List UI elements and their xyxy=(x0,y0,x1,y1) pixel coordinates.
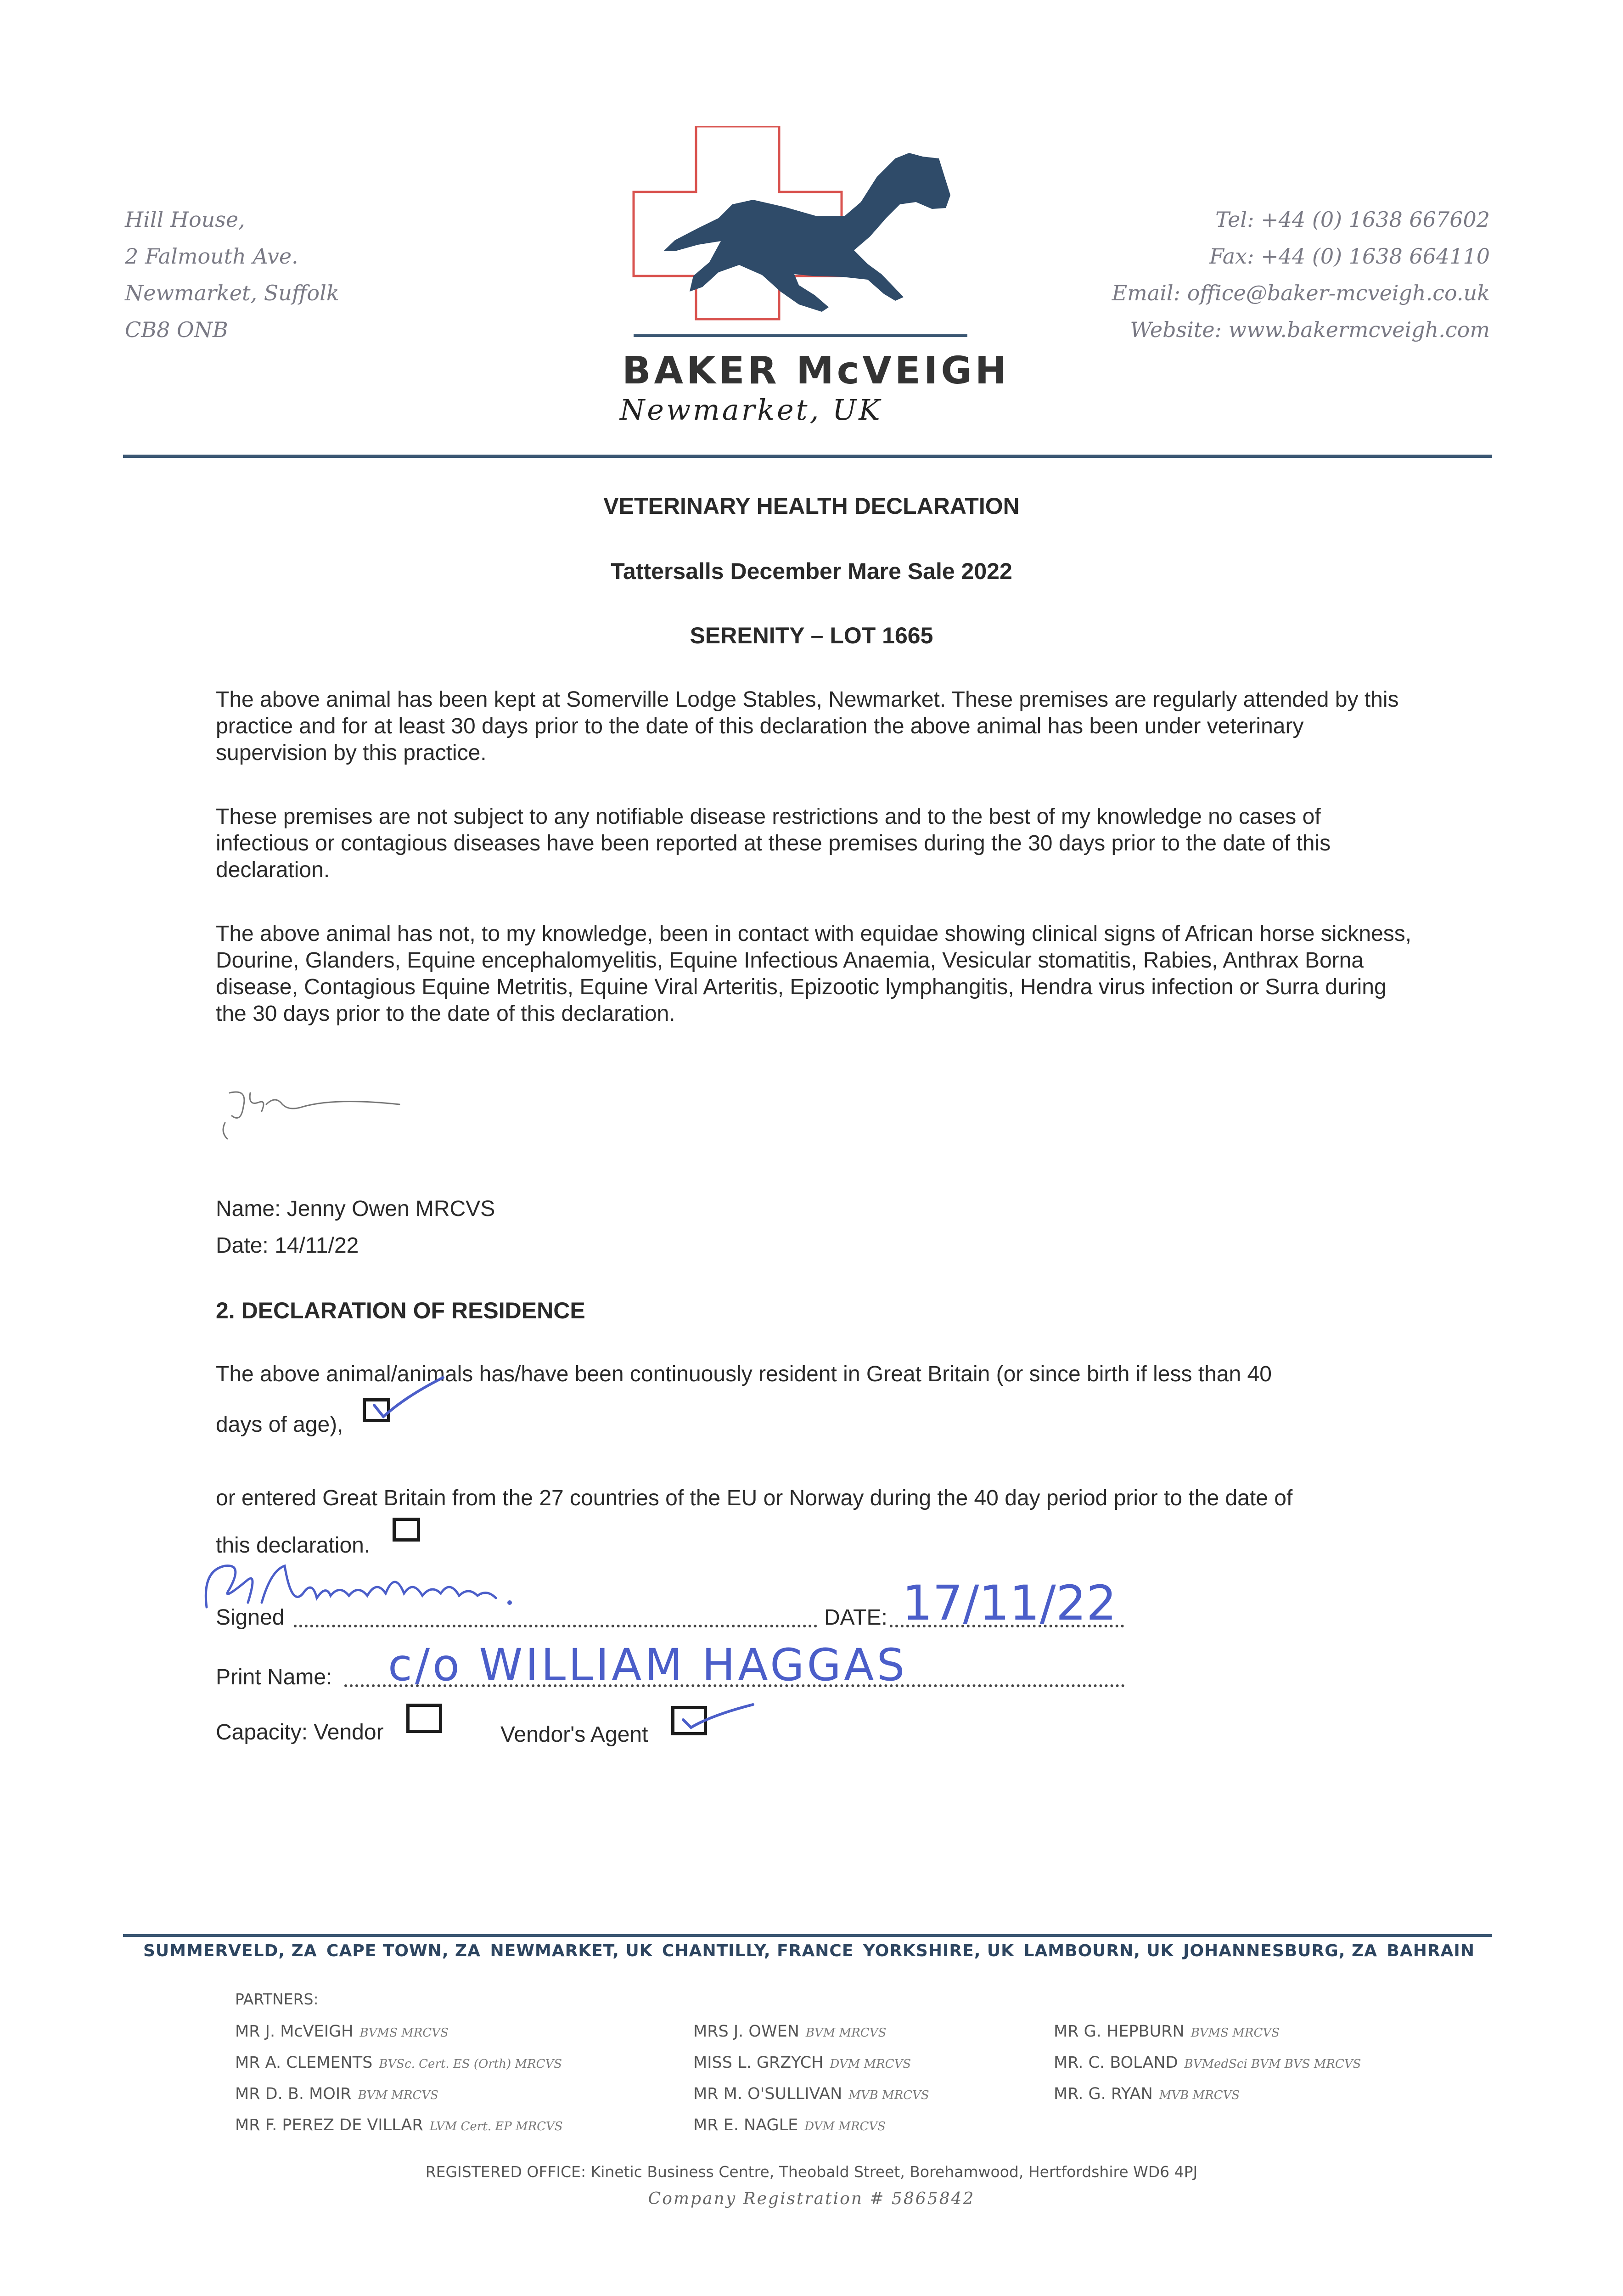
partner-quals: BVM MRCVS xyxy=(358,2088,438,2102)
company-address xyxy=(125,201,339,348)
address-line: CB8 ONB xyxy=(125,317,228,342)
residence-option2-text: or entered Great Britain from the 27 countries of the EU or Norway during the 40 day period prior to the date of xyxy=(216,1486,1293,1510)
signed-label: Signed xyxy=(216,1605,285,1630)
partner-name: MR. C. BOLAND xyxy=(1054,2054,1178,2072)
vet-date: Date: 14/11/22 xyxy=(216,1233,359,1258)
residence-option2-text-cont: this declaration. xyxy=(216,1533,371,1558)
partner-entry xyxy=(693,2017,929,2048)
registered-office: REGISTERED OFFICE: Kinetic Business Centre, Theobald Street, Borehamwood, Hertfordshire WD6 4PJ xyxy=(425,2163,1198,2181)
partner-name: MR F. PEREZ DE VILLAR xyxy=(235,2116,423,2134)
partner-name: MR A. CLEMENTS xyxy=(235,2054,373,2072)
partners-column-2 xyxy=(693,2017,929,2142)
partners-title: PARTNERS: xyxy=(235,1990,319,2008)
handwritten-date: 17/11/22 xyxy=(902,1575,1117,1631)
print-name-label: Print Name: xyxy=(216,1665,332,1689)
paragraph-restrictions: These premises are not subject to any notifiable disease restrictions and to the best of my knowledge no cases of infectious or contagious diseases have been reported at these premises during the 30 days prior to the date of this declaration. xyxy=(216,805,1331,882)
office-locations xyxy=(143,1941,1475,1960)
partner-entry xyxy=(1054,2079,1361,2110)
partner-quals: BVMS MRCVS xyxy=(359,2026,449,2040)
footer-divider xyxy=(123,1934,1492,1937)
handwritten-print-name: c/o WILLIAM HAGGAS xyxy=(388,1639,908,1691)
partner-name: MR E. NAGLE xyxy=(693,2116,798,2134)
logo-underline xyxy=(634,334,967,337)
location-item: NEWMARKET, UK xyxy=(490,1941,653,1960)
checkmark-icon xyxy=(365,1373,457,1428)
partner-quals: BVM MRCVS xyxy=(805,2026,887,2040)
lot-title: SERENITY – LOT 1665 xyxy=(690,623,933,648)
partners-column-3 xyxy=(1054,2017,1361,2110)
contact-line-website: Website: www.bakermcveigh.com xyxy=(1130,317,1490,342)
partner-entry xyxy=(235,2079,563,2110)
vendor-checkbox[interactable] xyxy=(406,1704,442,1733)
company-registration: Company Registration # 5865842 xyxy=(648,2189,975,2208)
partner-quals: MVB MRCVS xyxy=(848,2088,929,2102)
partner-name: MR G. HEPBURN xyxy=(1054,2022,1185,2041)
partner-entry xyxy=(235,2110,563,2142)
sale-title: Tattersalls December Mare Sale 2022 xyxy=(611,558,1012,584)
partner-name: MR. G. RYAN xyxy=(1054,2085,1153,2103)
partner-entry xyxy=(1054,2017,1361,2048)
brand-name: BAKER McVEIGH xyxy=(622,349,1010,393)
contact-line-fax: Fax: +44 (0) 1638 664110 xyxy=(1209,244,1490,269)
partner-name: MRS J. OWEN xyxy=(693,2022,799,2041)
entered-eu-checkbox[interactable] xyxy=(393,1518,420,1542)
vet-name: Name: Jenny Owen MRCVS xyxy=(216,1197,495,1221)
partner-quals: DVM MRCVS xyxy=(830,2057,911,2071)
location-item: SUMMERVELD, ZA xyxy=(143,1941,317,1960)
partner-entry xyxy=(693,2048,929,2079)
vet-signature xyxy=(216,1079,409,1148)
partner-entry xyxy=(693,2079,929,2110)
partner-quals: BVMedSci BVM BVS MRCVS xyxy=(1184,2057,1361,2071)
date-label: DATE: xyxy=(824,1605,887,1630)
vendors-agent-label: Vendor's Agent xyxy=(500,1722,648,1747)
partner-name: MR J. McVEIGH xyxy=(235,2022,354,2041)
partner-name: MISS L. GRZYCH xyxy=(693,2054,824,2072)
company-contact xyxy=(1112,201,1490,348)
brand-location: Newmarket, UK xyxy=(620,393,882,427)
address-line: Hill House, xyxy=(125,207,245,232)
vendor-signature xyxy=(193,1552,652,1644)
partner-name: MR M. O'SULLIVAN xyxy=(693,2085,842,2103)
residence-option1-text-cont: days of age), xyxy=(216,1412,343,1437)
partner-entry xyxy=(235,2017,563,2048)
baker-mcveigh-logo xyxy=(629,126,973,347)
address-line: 2 Falmouth Ave. xyxy=(125,244,298,269)
partners-column-1 xyxy=(235,2017,563,2142)
partner-quals: MVB MRCVS xyxy=(1159,2088,1240,2102)
partner-quals: BVSc. Cert. ES (Orth) MRCVS xyxy=(379,2057,562,2071)
location-item: CHANTILLY, FRANCE xyxy=(662,1941,854,1960)
galloping-horse-icon xyxy=(663,153,950,312)
location-item: CAPE TOWN, ZA xyxy=(326,1941,481,1960)
capacity-vendor-label: Capacity: Vendor xyxy=(216,1720,384,1745)
partner-entry xyxy=(693,2110,929,2142)
location-item: LAMBOURN, UK xyxy=(1023,1941,1174,1960)
partner-quals: DVM MRCVS xyxy=(804,2120,886,2133)
contact-line-email: Email: office@baker-mcveigh.co.uk xyxy=(1112,281,1490,305)
partner-entry xyxy=(1054,2048,1361,2079)
residence-heading: 2. DECLARATION OF RESIDENCE xyxy=(216,1298,585,1323)
partner-quals: BVMS MRCVS xyxy=(1191,2026,1280,2040)
residence-option1-text: The above animal/animals has/have been continuously resident in Great Britain (or since birth if less than 40 xyxy=(216,1362,1272,1386)
paragraph-premises: The above animal has been kept at Somerville Lodge Stables, Newmarket. These premises are regularly attended by this practice and for at least 30 days prior to the date of this declaration the above animal has been under veterinary supervision by this practice. xyxy=(216,687,1399,765)
location-item: YORKSHIRE, UK xyxy=(863,1941,1015,1960)
header-divider xyxy=(123,455,1492,458)
partner-quals: LVM Cert. EP MRCVS xyxy=(429,2120,563,2133)
document-title: VETERINARY HEALTH DECLARATION xyxy=(603,493,1020,519)
address-line: Newmarket, Suffolk xyxy=(125,281,339,305)
location-item: BAHRAIN xyxy=(1387,1941,1475,1960)
checkmark-icon xyxy=(675,1694,758,1740)
paragraph-diseases: The above animal has not, to my knowledge, been in contact with equidae showing clinical signs of African horse sickness, Dourine, Glanders, Equine encephalomyelitis, Equine Infectious Anaemia, Vesicular stomatitis, Rabies, Anthrax Borna disease, Contagious Equine Metritis, Equine Viral Arteritis, Epizootic lymphangitis, Hendra virus infection or Surra during the 30 days prior to the date of this declaration. xyxy=(216,922,1412,1026)
partner-entry xyxy=(235,2048,563,2079)
location-item: JOHANNESBURG, ZA xyxy=(1183,1941,1377,1960)
partner-name: MR D. B. MOIR xyxy=(235,2085,352,2103)
contact-line-tel: Tel: +44 (0) 1638 667602 xyxy=(1215,207,1490,232)
